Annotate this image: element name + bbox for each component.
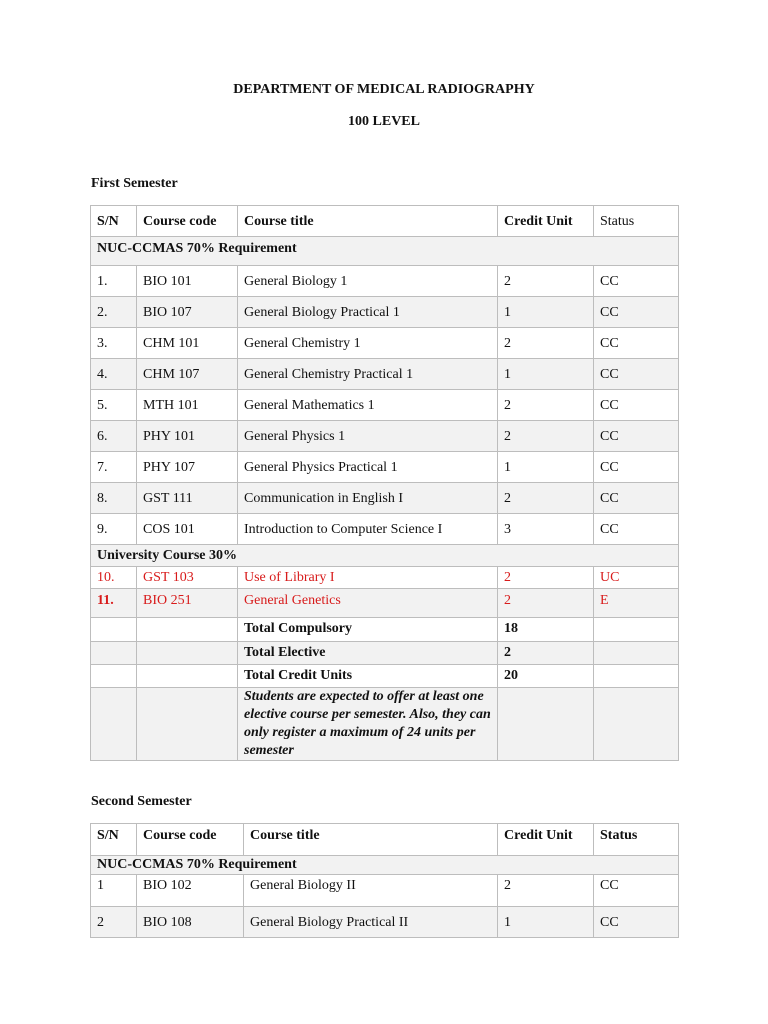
second-semester-table xyxy=(90,823,679,938)
cell-code: BIO 102 xyxy=(137,875,244,907)
section-row-nuc xyxy=(91,237,679,266)
cell-code: BIO 101 xyxy=(137,266,238,297)
cell-code: CHM 107 xyxy=(137,359,238,390)
cell-status: CC xyxy=(594,514,679,545)
empty-cell xyxy=(137,665,238,688)
document-title: DEPARTMENT OF MEDICAL RADIOGRAPHY xyxy=(233,82,535,97)
table-row xyxy=(91,514,679,545)
cell-title: General Biology Practical 1 xyxy=(238,297,498,328)
section-label: University Course 30% xyxy=(91,545,679,567)
cell-status: CC xyxy=(594,328,679,359)
section-label: NUC-CCMAS 70% Requirement xyxy=(91,237,679,266)
cell-status: UC xyxy=(594,567,679,589)
header-status: Status xyxy=(594,206,679,237)
cell-code: COS 101 xyxy=(137,514,238,545)
cell-status: CC xyxy=(594,359,679,390)
table-row xyxy=(91,589,679,618)
table-row xyxy=(91,452,679,483)
cell-unit: 1 xyxy=(498,297,594,328)
header-credit-unit: Credit Unit xyxy=(498,206,594,237)
table-row xyxy=(91,359,679,390)
cell-sn: 4. xyxy=(91,359,137,390)
cell-status: CC xyxy=(594,907,679,938)
cell-unit: 2 xyxy=(498,390,594,421)
cell-unit: 2 xyxy=(498,567,594,589)
table-row xyxy=(91,875,679,907)
level-heading: 100 LEVEL xyxy=(348,114,420,129)
cell-sn: 6. xyxy=(91,421,137,452)
cell-status: CC xyxy=(594,875,679,907)
header-course-title: Course title xyxy=(238,206,498,237)
header-course-title: Course title xyxy=(244,824,498,856)
section-label: NUC-CCMAS 70% Requirement xyxy=(91,856,679,875)
cell-title: Communication in English I xyxy=(238,483,498,514)
cell-sn: 10. xyxy=(91,567,137,589)
empty-cell xyxy=(91,665,137,688)
header-sn: S/N xyxy=(91,206,137,237)
empty-cell xyxy=(91,642,137,665)
cell-unit: 2 xyxy=(498,328,594,359)
cell-unit: 1 xyxy=(498,452,594,483)
cell-code: PHY 101 xyxy=(137,421,238,452)
cell-code: GST 103 xyxy=(137,567,238,589)
total-row xyxy=(91,665,679,688)
header-course-code: Course code xyxy=(137,206,238,237)
empty-cell xyxy=(594,618,679,642)
note-row xyxy=(91,688,679,761)
cell-title: General Biology Practical II xyxy=(244,907,498,938)
total-value: 20 xyxy=(498,665,594,688)
cell-unit: 1 xyxy=(498,907,594,938)
cell-sn: 3. xyxy=(91,328,137,359)
first-semester-table xyxy=(90,205,679,761)
empty-cell xyxy=(137,688,238,761)
cell-status: CC xyxy=(594,483,679,514)
cell-status: CC xyxy=(594,297,679,328)
total-label: Total Compulsory xyxy=(238,618,498,642)
cell-title: Introduction to Computer Science I xyxy=(238,514,498,545)
table-row xyxy=(91,297,679,328)
cell-status: CC xyxy=(594,452,679,483)
total-value: 2 xyxy=(498,642,594,665)
empty-cell xyxy=(594,642,679,665)
cell-title: General Genetics xyxy=(238,589,498,618)
cell-code: BIO 251 xyxy=(137,589,238,618)
cell-code: CHM 101 xyxy=(137,328,238,359)
table-row xyxy=(91,421,679,452)
total-value: 18 xyxy=(498,618,594,642)
section-row-nuc xyxy=(91,856,679,875)
cell-title: General Biology 1 xyxy=(238,266,498,297)
empty-cell xyxy=(594,688,679,761)
cell-unit: 1 xyxy=(498,359,594,390)
cell-sn: 11. xyxy=(91,589,137,618)
empty-cell xyxy=(91,618,137,642)
cell-unit: 2 xyxy=(498,421,594,452)
table-header-row xyxy=(91,824,679,856)
total-label: Total Elective xyxy=(238,642,498,665)
cell-sn: 9. xyxy=(91,514,137,545)
total-label: Total Credit Units xyxy=(238,665,498,688)
cell-status: CC xyxy=(594,421,679,452)
first-semester-heading: First Semester xyxy=(91,176,178,191)
table-row xyxy=(91,390,679,421)
cell-unit: 2 xyxy=(498,483,594,514)
cell-sn: 5. xyxy=(91,390,137,421)
header-course-code: Course code xyxy=(137,824,244,856)
cell-sn: 7. xyxy=(91,452,137,483)
cell-title: Use of Library I xyxy=(238,567,498,589)
cell-code: BIO 107 xyxy=(137,297,238,328)
cell-sn: 1 xyxy=(91,875,137,907)
empty-cell xyxy=(498,688,594,761)
header-sn: S/N xyxy=(91,824,137,856)
cell-code: MTH 101 xyxy=(137,390,238,421)
cell-status: CC xyxy=(594,390,679,421)
cell-title: General Chemistry 1 xyxy=(238,328,498,359)
empty-cell xyxy=(594,665,679,688)
table-row xyxy=(91,483,679,514)
cell-sn: 2. xyxy=(91,297,137,328)
second-semester-heading: Second Semester xyxy=(91,794,192,809)
cell-status: E xyxy=(594,589,679,618)
registration-note: Students are expected to offer at least one elective course per semester. Also, they can only register a maximum of 24 units per semester xyxy=(238,688,498,761)
cell-title: General Chemistry Practical 1 xyxy=(238,359,498,390)
table-row xyxy=(91,907,679,938)
table-row xyxy=(91,266,679,297)
cell-code: GST 111 xyxy=(137,483,238,514)
cell-title: General Mathematics 1 xyxy=(238,390,498,421)
cell-sn: 8. xyxy=(91,483,137,514)
total-row xyxy=(91,642,679,665)
cell-unit: 2 xyxy=(498,266,594,297)
cell-sn: 1. xyxy=(91,266,137,297)
section-row-university xyxy=(91,545,679,567)
total-row xyxy=(91,618,679,642)
header-status: Status xyxy=(594,824,679,856)
table-row xyxy=(91,328,679,359)
cell-unit: 2 xyxy=(498,875,594,907)
cell-title: General Physics 1 xyxy=(238,421,498,452)
cell-unit: 3 xyxy=(498,514,594,545)
table-row xyxy=(91,567,679,589)
cell-title: General Physics Practical 1 xyxy=(238,452,498,483)
header-credit-unit: Credit Unit xyxy=(498,824,594,856)
cell-sn: 2 xyxy=(91,907,137,938)
table-header-row xyxy=(91,206,679,237)
cell-status: CC xyxy=(594,266,679,297)
cell-code: BIO 108 xyxy=(137,907,244,938)
empty-cell xyxy=(137,642,238,665)
empty-cell xyxy=(91,688,137,761)
empty-cell xyxy=(137,618,238,642)
cell-title: General Biology II xyxy=(244,875,498,907)
cell-unit: 2 xyxy=(498,589,594,618)
cell-code: PHY 107 xyxy=(137,452,238,483)
